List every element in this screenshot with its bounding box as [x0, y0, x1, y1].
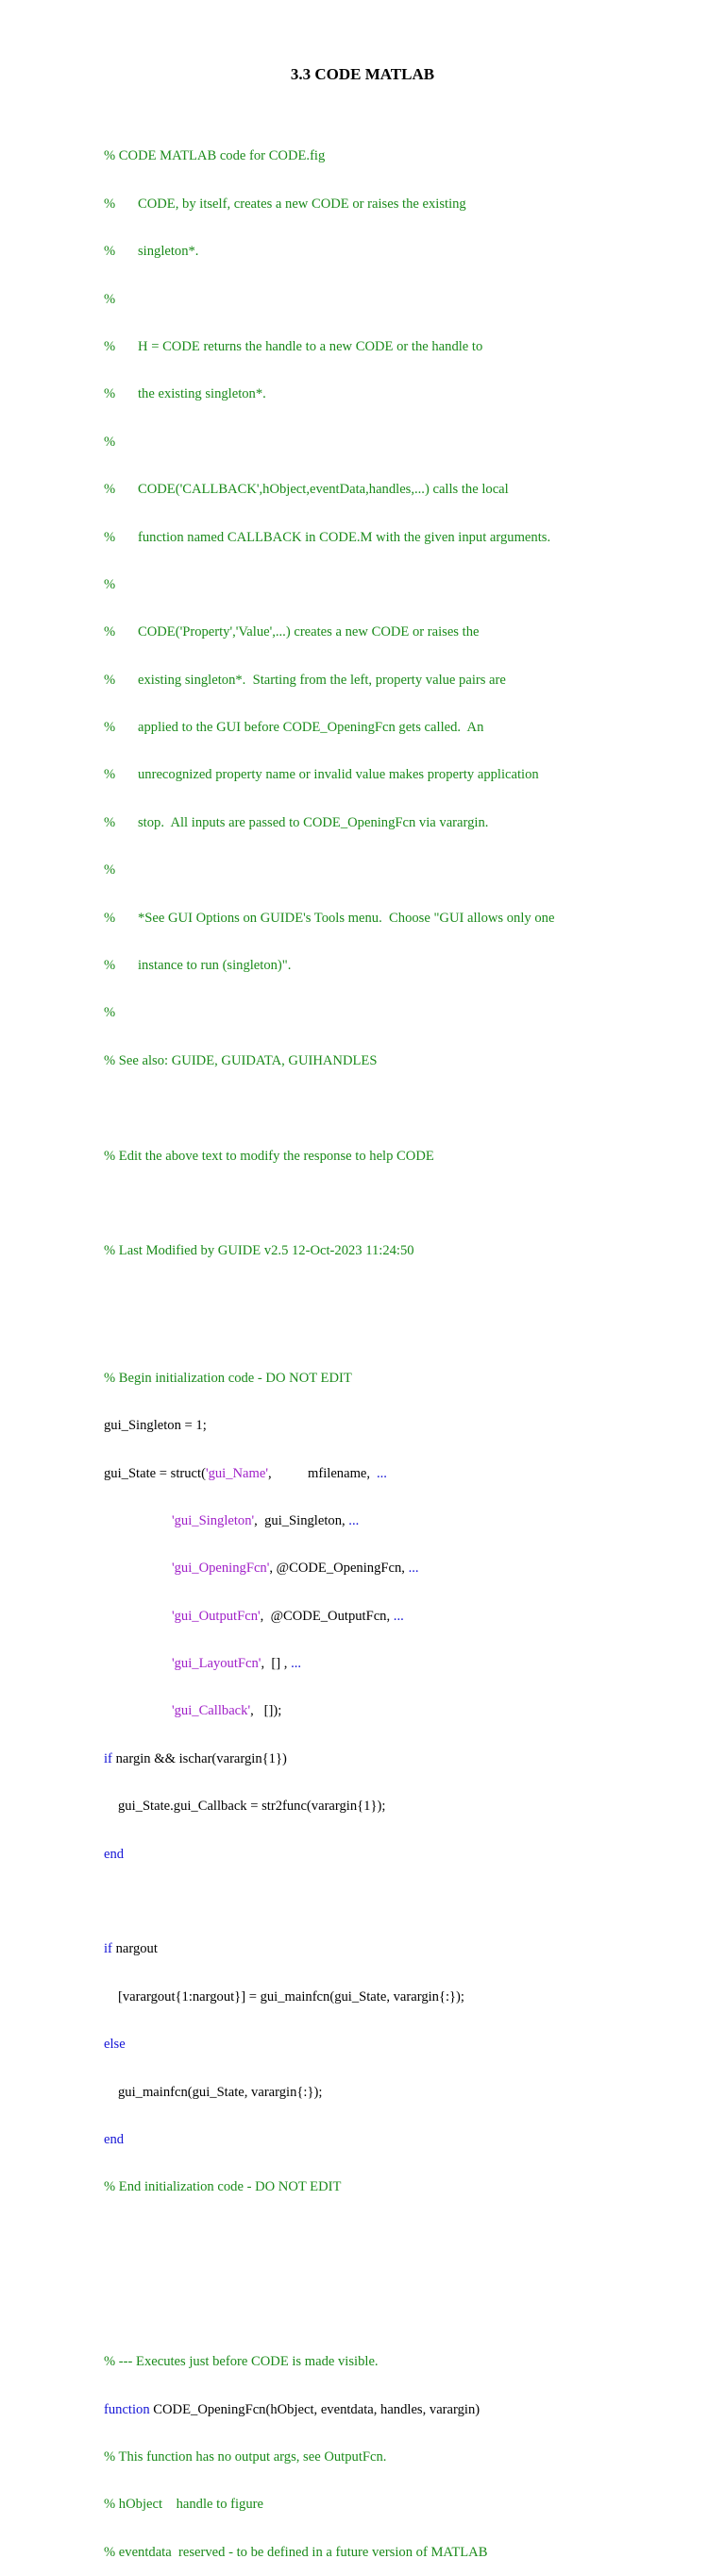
code-line [104, 720, 708, 736]
code-line: % eventdata reserved - to be defined in a future version of MATLAB [104, 2544, 488, 2560]
code-line [104, 1466, 708, 1482]
code-line [104, 815, 708, 831]
code-text: gui_mainfcn(gui_State, varargin{:}); [118, 2084, 323, 2100]
string-literal: 'gui_Callback' [172, 1703, 251, 1719]
code-text: gui_State.gui_Callback = str2func(varargin{1}); [118, 1799, 386, 1815]
comment-marker: % [104, 672, 116, 688]
comment-text: H = CODE returns the handle to a new CODE or the handle to [138, 338, 483, 354]
code-text: nargin && ischar(varargin{1}) [111, 1750, 287, 1766]
code-line [104, 1941, 708, 1957]
keyword: if [104, 1750, 112, 1766]
code-text: , [] , [261, 1656, 288, 1672]
comment-text: the existing singleton*. [138, 386, 266, 402]
comment-text: CODE, by itself, creates a new CODE or raises the existing [138, 196, 466, 212]
code-line [104, 339, 708, 355]
code-line [104, 1609, 708, 1625]
string-literal: 'gui_OutputFcn' [172, 1608, 261, 1624]
code-text: [varargout{1:nargout}] = gui_mainfcn(gui_State, varargin{:}); [118, 1988, 464, 2005]
comment-text: function named CALLBACK in CODE.M with the given input arguments. [138, 529, 551, 545]
comment-text: applied to the GUI before CODE_OpeningFcn gets called. An [138, 720, 484, 736]
comment-text: instance to run (singleton)". [138, 958, 292, 974]
code-line: % [104, 434, 116, 450]
comment-marker: % [104, 529, 116, 545]
code-line: % [104, 862, 116, 879]
code-line [104, 386, 708, 402]
code-text: , gui_Singleton, [254, 1512, 346, 1528]
code-line: % See also: GUIDE, GUIDATA, GUIHANDLES [104, 1052, 378, 1068]
code-line [104, 1703, 708, 1719]
comment-marker: % [104, 958, 116, 974]
continuation-marker: ... [408, 1561, 419, 1577]
comment-text: stop. All inputs are passed to CODE_OpeningFcn via varargin. [138, 814, 489, 830]
code-line: gui_Singleton = 1; [104, 1418, 207, 1434]
comment-marker: % [104, 244, 116, 260]
code-text: , @CODE_OpeningFcn, [269, 1561, 405, 1577]
code-line [104, 482, 708, 498]
code-line [104, 2085, 708, 2101]
code-text: , []); [250, 1703, 282, 1719]
comment-marker: % [104, 720, 116, 736]
code-text: gui_State = struct( [104, 1465, 206, 1481]
comment-marker: % [104, 624, 116, 640]
code-line [104, 530, 708, 546]
code-text: , [268, 1465, 272, 1481]
blank-line [104, 2227, 708, 2243]
comment-text: *See GUI Options on GUIDE's Tools menu. Choose "GUI allows only one [138, 910, 555, 926]
comment-marker: % [104, 196, 116, 212]
code-line [104, 1561, 708, 1577]
comment-marker: % [104, 338, 116, 354]
code-text: CODE_OpeningFcn(hObject, eventdata, handles, varargin) [149, 2401, 481, 2417]
comment-marker: % [104, 386, 116, 402]
comment-marker: % [104, 482, 116, 498]
code-line: else [104, 2037, 126, 2053]
code-line: % --- Executes just before CODE is made visible. [104, 2354, 379, 2370]
code-text: mfilename, [308, 1465, 371, 1481]
code-line [104, 2402, 708, 2418]
code-line: % CODE MATLAB code for CODE.fig [104, 148, 326, 164]
code-line [104, 244, 708, 260]
continuation-marker: ... [377, 1465, 387, 1481]
code-line: % End initialization code - DO NOT EDIT [104, 2179, 342, 2195]
code-line [104, 1656, 708, 1672]
code-text: nargout [111, 1941, 158, 1957]
code-line: % [104, 1005, 116, 1021]
code-line: % Begin initialization code - DO NOT EDIT [104, 1370, 352, 1386]
code-line: % [104, 291, 116, 307]
code-listing [104, 101, 708, 2576]
comment-text: existing singleton*. Starting from the left, property value pairs are [138, 672, 506, 688]
continuation-marker: ... [348, 1512, 360, 1528]
code-line: % This function has no output args, see OutputFcn. [104, 2448, 387, 2465]
code-line [104, 1513, 708, 1529]
code-line [104, 958, 708, 974]
blank-line [104, 1894, 708, 1910]
code-line [104, 1989, 708, 2005]
code-line: % Edit the above text to modify the response to help CODE [104, 1148, 434, 1164]
comment-text: CODE('CALLBACK',hObject,eventData,handles,...) calls the local [138, 482, 509, 498]
comment-text: unrecognized property name or invalid value makes property application [138, 767, 539, 783]
page-title: 3.3 CODE MATLAB [290, 65, 435, 83]
string-literal: 'gui_Singleton' [172, 1512, 255, 1528]
string-literal: 'gui_Name' [205, 1465, 268, 1481]
code-line: % hObject handle to figure [104, 2497, 263, 2513]
code-line [104, 673, 708, 689]
blank-line [104, 1291, 708, 1307]
code-line [104, 767, 708, 783]
string-literal: 'gui_OpeningFcn' [172, 1561, 270, 1577]
code-line: % [104, 576, 116, 592]
string-literal: 'gui_LayoutFcn' [172, 1656, 261, 1672]
comment-marker: % [104, 910, 116, 926]
code-line [104, 911, 708, 927]
code-line: end [104, 1846, 125, 1862]
code-line [104, 1751, 708, 1767]
continuation-marker: ... [393, 1608, 404, 1624]
comment-marker: % [104, 767, 116, 783]
keyword: if [104, 1941, 112, 1957]
blank-line [104, 1100, 708, 1117]
blank-line [104, 1196, 708, 1212]
comment-marker: % [104, 814, 116, 830]
code-line: end [104, 2132, 125, 2147]
code-text: , @CODE_OutputFcn, [260, 1608, 391, 1624]
keyword: function [104, 2401, 150, 2417]
blank-line [104, 2275, 708, 2291]
code-line: % Last Modified by GUIDE v2.5 12-Oct-2023 11:24:50 [104, 1243, 414, 1259]
comment-text: singleton*. [138, 244, 199, 260]
code-line [104, 624, 708, 640]
comment-text: CODE('Property','Value',...) creates a new CODE or raises the [138, 624, 480, 640]
code-line [104, 1799, 708, 1815]
code-line [104, 196, 708, 213]
continuation-marker: ... [291, 1656, 302, 1672]
